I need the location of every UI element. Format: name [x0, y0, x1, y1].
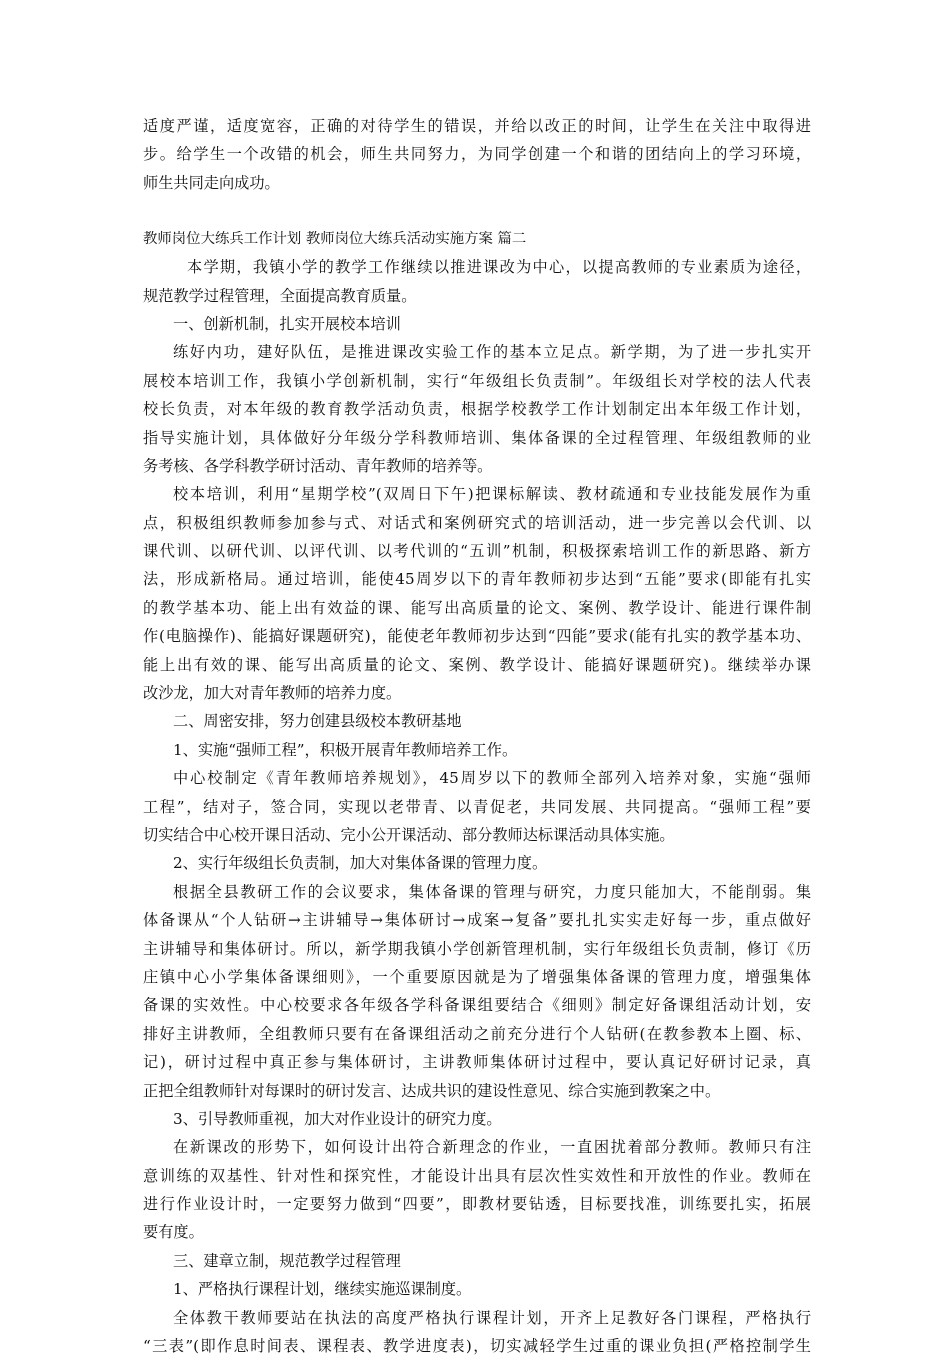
- paragraph: [143, 1133, 811, 1247]
- text-line: 一、创新机制，扎实开展校本培训: [173, 314, 401, 333]
- text-line: 展校本培训工作，我镇小学创新机制，实行“年级组长负责制”。年级组长对学校的法人代表: [143, 371, 811, 390]
- text-line: 切实结合中心校开课日活动、完小公开课活动、部分教师达标课活动具体实施。: [143, 825, 675, 844]
- text-line: 要有度。: [143, 1223, 204, 1242]
- text-line: 排好主讲教师，全组教师只要有在备课组活动之前充分进行个人钻研(在教参教本上圈、标、: [143, 1024, 811, 1043]
- text-line: 校本培训，利用“星期学校”(双周日下午)把课标解读、教材疏通和专业技能发展作为重: [173, 485, 811, 504]
- text-line: 三、建章立制，规范教学过程管理: [173, 1251, 401, 1270]
- document-page: [143, 112, 811, 1360]
- text-line: 记)，研讨过程中真正参与集体研讨，主讲教师集体研讨过程中，要认真记好研讨记录，真: [143, 1053, 811, 1072]
- text-line: 中心校制定《青年教师培养规划》，45周岁以下的教师全部列入培养对象，实施“强师: [173, 769, 811, 788]
- text-line: 改沙龙，加大对青年教师的培养力度。: [143, 684, 402, 703]
- text-line: 在新课改的形势下，如何设计出符合新理念的作业，一直困扰着部分教师。教师只有注: [173, 1138, 811, 1157]
- text-line: 课代训、以研代训、以评代训、以考代训的“五训”机制，积极探索培训工作的新思路、新方: [143, 542, 811, 561]
- paragraph: [143, 849, 811, 877]
- text-line: 师生共同走向成功。: [143, 173, 280, 192]
- text-line: 法，形成新格局。通过培训，能使45周岁以下的青年教师初步达到“五能”要求(即能有扎实: [143, 570, 811, 589]
- text-line: 备课的实效性。中心校要求各年级各学科备课组要结合《细则》制定好备课组活动计划，安: [143, 996, 811, 1015]
- text-line: 本学期，我镇小学的教学工作继续以推进课改为中心，以提高教师的专业素质为途径，: [187, 258, 811, 277]
- paragraph: [143, 878, 811, 1105]
- text-line: 务考核、各学科教学研讨活动、青年教师的培养等。: [143, 456, 493, 475]
- paragraph: [143, 1247, 811, 1275]
- paragraph: [143, 1105, 811, 1133]
- text-line: 1、严格执行课程计划，继续实施巡课制度。: [173, 1280, 472, 1299]
- section-two-title: 教师岗位大练兵工作计划 教师岗位大练兵活动实施方案 篇二: [143, 231, 527, 248]
- text-line: 点，积极组织教师参加参与式、对话式和案例研究式的培训活动，进一步完善以会代训、以: [143, 513, 811, 532]
- text-line: 进行作业设计时，一定要努力做到“四要”，即教材要钻透，目标要找准，训练要扎实，拓展: [143, 1195, 811, 1214]
- paragraph: [143, 310, 811, 338]
- section-two-body: [143, 253, 811, 1360]
- text-line: 校长负责，对本年级的教育教学活动负责，根据学校教学工作计划制定出本年级工作计划，: [143, 400, 811, 419]
- text-line: 正把全组教师针对每课时的研讨发言、达成共识的建设性意见、综合实施到教案之中。: [143, 1081, 721, 1100]
- text-line: 1、实施“强师工程”，积极开展青年教师培养工作。: [173, 740, 518, 759]
- text-line: “三表”(即作息时间表、课程表、教学进度表)，切实减轻学生过重的课业负担(严格控制学生: [143, 1337, 811, 1356]
- text-line: 2、实行年级组长负责制，加大对集体备课的管理力度。: [173, 854, 548, 873]
- text-line: 全体教干教师要站在执法的高度严格执行课程计划，开齐上足教好各门课程，严格执行: [173, 1308, 811, 1327]
- text-line: 指导实施计划，具体做好分年级分学科教师培训、集体备课的全过程管理、年级组教师的业: [143, 428, 811, 447]
- section-one-ending: [143, 112, 811, 197]
- paragraph: [143, 736, 811, 764]
- paragraph: [143, 1275, 811, 1303]
- section-gap: [143, 197, 811, 225]
- text-line: 二、周密安排，努力创建县级校本教研基地: [173, 712, 462, 731]
- paragraph: [143, 253, 811, 310]
- text-line: 能上出有效的课、能写出高质量的论文、案例、教学设计、能搞好课题研究)。继续举办课: [143, 655, 811, 674]
- paragraph: [143, 764, 811, 849]
- text-line: 练好内功，建好队伍，是推进课改实验工作的基本立足点。新学期，为了进一步扎实开: [173, 343, 811, 362]
- text-line: 3、引导教师重视，加大对作业设计的研究力度。: [173, 1109, 502, 1128]
- text-line: 的教学基本功、能上出有效益的课、能写出高质量的论文、案例、教学设计、能进行课件制: [143, 598, 811, 617]
- text-line: 规范教学过程管理，全面提高教育质量。: [143, 286, 417, 305]
- paragraph: [143, 1304, 811, 1360]
- text-line: 工程”，结对子，签合同，实现以老带青、以青促老，共同发展、共同提高。“强师工程”要: [143, 797, 811, 816]
- text-line: 主讲辅导和集体研讨。所以，新学期我镇小学创新管理机制，实行年级组长负责制，修订《历: [143, 939, 811, 958]
- text-line: 意训练的双基性、针对性和探究性，才能设计出具有层次性实效性和开放性的作业。教师在: [143, 1166, 811, 1185]
- text-line: 庄镇中心小学集体备课细则》，一个重要原因就是为了增强集体备课的管理力度，增强集体: [143, 967, 811, 986]
- paragraph: [143, 707, 811, 735]
- paragraph: [143, 480, 811, 707]
- text-line: 体备课从“个人钻研→主讲辅导→集体研讨→成案→复备”要扎扎实实走好每一步，重点做好: [143, 911, 811, 930]
- text-line: 步。给学生一个改错的机会，师生共同努力，为同学创建一个和谐的团结向上的学习环境，: [143, 145, 811, 164]
- text-line: 根据全县教研工作的会议要求，集体备课的管理与研究，力度只能加大，不能削弱。集: [173, 882, 811, 901]
- text-line: 适度严谨，适度宽容，正确的对待学生的错误，并给以改正的时间，让学生在关注中取得进: [143, 117, 811, 135]
- text-line: 作(电脑操作)、能搞好课题研究)，能使老年教师初步达到“四能”要求(能有扎实的教学基本功、: [143, 627, 811, 646]
- paragraph: [143, 338, 811, 480]
